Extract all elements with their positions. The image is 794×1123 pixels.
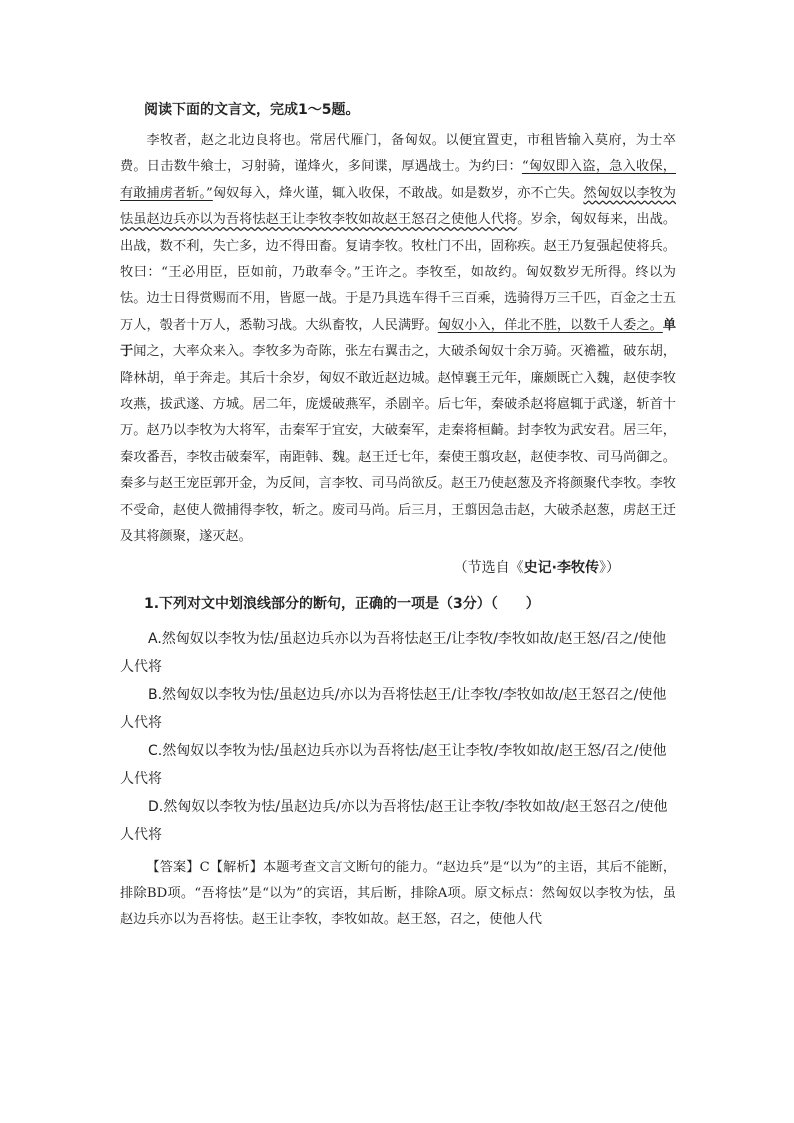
answer-label: 【答案】 [146,859,200,875]
passage-paragraph [120,128,676,551]
bold-term: 单于 [120,317,677,360]
passage-text: 。岁余，匈奴每来，出战。出战，数不利，失亡多，边不得田畜。复请李牧。牧杜门不出，固称疾。赵王乃复强起使将兵。牧曰：“王必用臣，臣如前，乃敢奉令。”王许之。李牧至，如故约。匈奴数岁无所得。终以为怯。边士日得赏赐而不用，皆愿一战。于是乃具选车得千三百乘，选骑得万三千匹，百金之士五万人，彀者十万人，悉勒习战。大纵畜牧，人民满野。 [120,212,677,333]
source-title: 史记·李牧传 [523,559,599,576]
underlined-sentence: 匈奴小入，佯北不胜，以数千人委之。 [437,317,663,333]
passage-text: 李牧者，赵之北边良将也。常居代雁门，备匈奴。以便宜置吏，市租皆输入莫府，为士卒费。日击数牛飨士，习射骑，谨烽火，多间谍，厚遇战士。为约曰： [120,133,676,175]
source-prefix: （节选自《 [453,559,524,576]
source-suffix: 》） [599,559,620,576]
reading-instruction: 阅读下面的文言文，完成1～5题。 [144,102,360,118]
analysis-text: 本题考查文言文断句的能力。“赵边兵”是“以为”的主语，其后不能断，排除BD项。“吾将怯”是“以为”的宾语，其后断，排除A项。原文标点：然匈奴以李牧为怯，虽赵边兵亦以为吾将怯。赵王让李牧，李牧如故。赵王怒，召之，使他人代 [120,859,676,928]
document-page [120,100,676,934]
option-c: C.然匈奴以李牧为怯/虽赵边兵亦以为吾将怯/赵王让李牧/李牧如故/赵王怒/召之/使他人代将 [120,742,667,787]
option-a: A.然匈奴以李牧为怯/虽赵边兵亦以为吾将怯赵王/让李牧/李牧如故/赵王怒/召之/使他人代将 [120,630,667,675]
classical-passage [120,128,676,551]
source-citation [120,555,676,581]
wavy-underlined-sentence: 然匈奴以李牧为怯虽赵边兵亦以为吾将怯赵王让李牧李牧如故赵王怒召之使他人代将 [120,185,676,228]
option-d: D.然匈奴以李牧为怯/虽赵边兵/亦以为吾将怯/赵王让李牧/李牧如故/赵王怒召之/使他人代将 [120,798,668,843]
option-b: B.然匈奴以李牧为怯/虽赵边兵/亦以为吾将怯赵王/让李牧/李牧如故/赵王怒召之/使他人代将 [120,686,667,731]
answer-section [120,855,676,934]
analysis-label: 【解析】 [209,859,263,875]
passage-text: 匈奴每入，烽火谨，辄入收保，不敢战。如是数岁，亦不亡失。 [212,185,584,201]
question-1: 1.下列对文中划浪线部分的断句，正确的一项是（3分）（ ） [144,595,540,612]
answer-value: C [199,859,210,875]
underlined-quote: “匈奴即入盗，急入收保，有敢捕虏者斩。” [120,159,676,201]
passage-text: 闻之，大率众来入。李牧多为奇陈，张左右翼击之，大破杀匈奴十余万骑。灭襜褴，破东胡，降林胡，单于奔走。其后十余岁，匈奴不敢近赵边城。赵悼襄王元年，廉颇既亡入魏，赵使李牧攻燕，拔武遂、方城。居二年，庞煖破燕军，杀剧辛。后七年，秦破杀赵将扈辄于武遂，斩首十万。赵乃以李牧为大将军，击秦军于宜安，大破秦军，走秦将桓齮。封李牧为武安君。居三年，秦攻番吾，李牧击破秦军，南距韩、魏。赵王迁七年，秦使王翦攻赵，赵使李牧、司马尚御之。秦多与赵王宠臣郭开金，为反间，言李牧、司马尚欲反。赵王乃使赵葱及齐将颜聚代李牧。李牧不受命，赵使人微捕得李牧，斩之。废司马尚。后三月，王翦因急击赵，大破杀赵葱，虏赵王迁及其将颜聚，遂灭赵。 [120,344,677,545]
